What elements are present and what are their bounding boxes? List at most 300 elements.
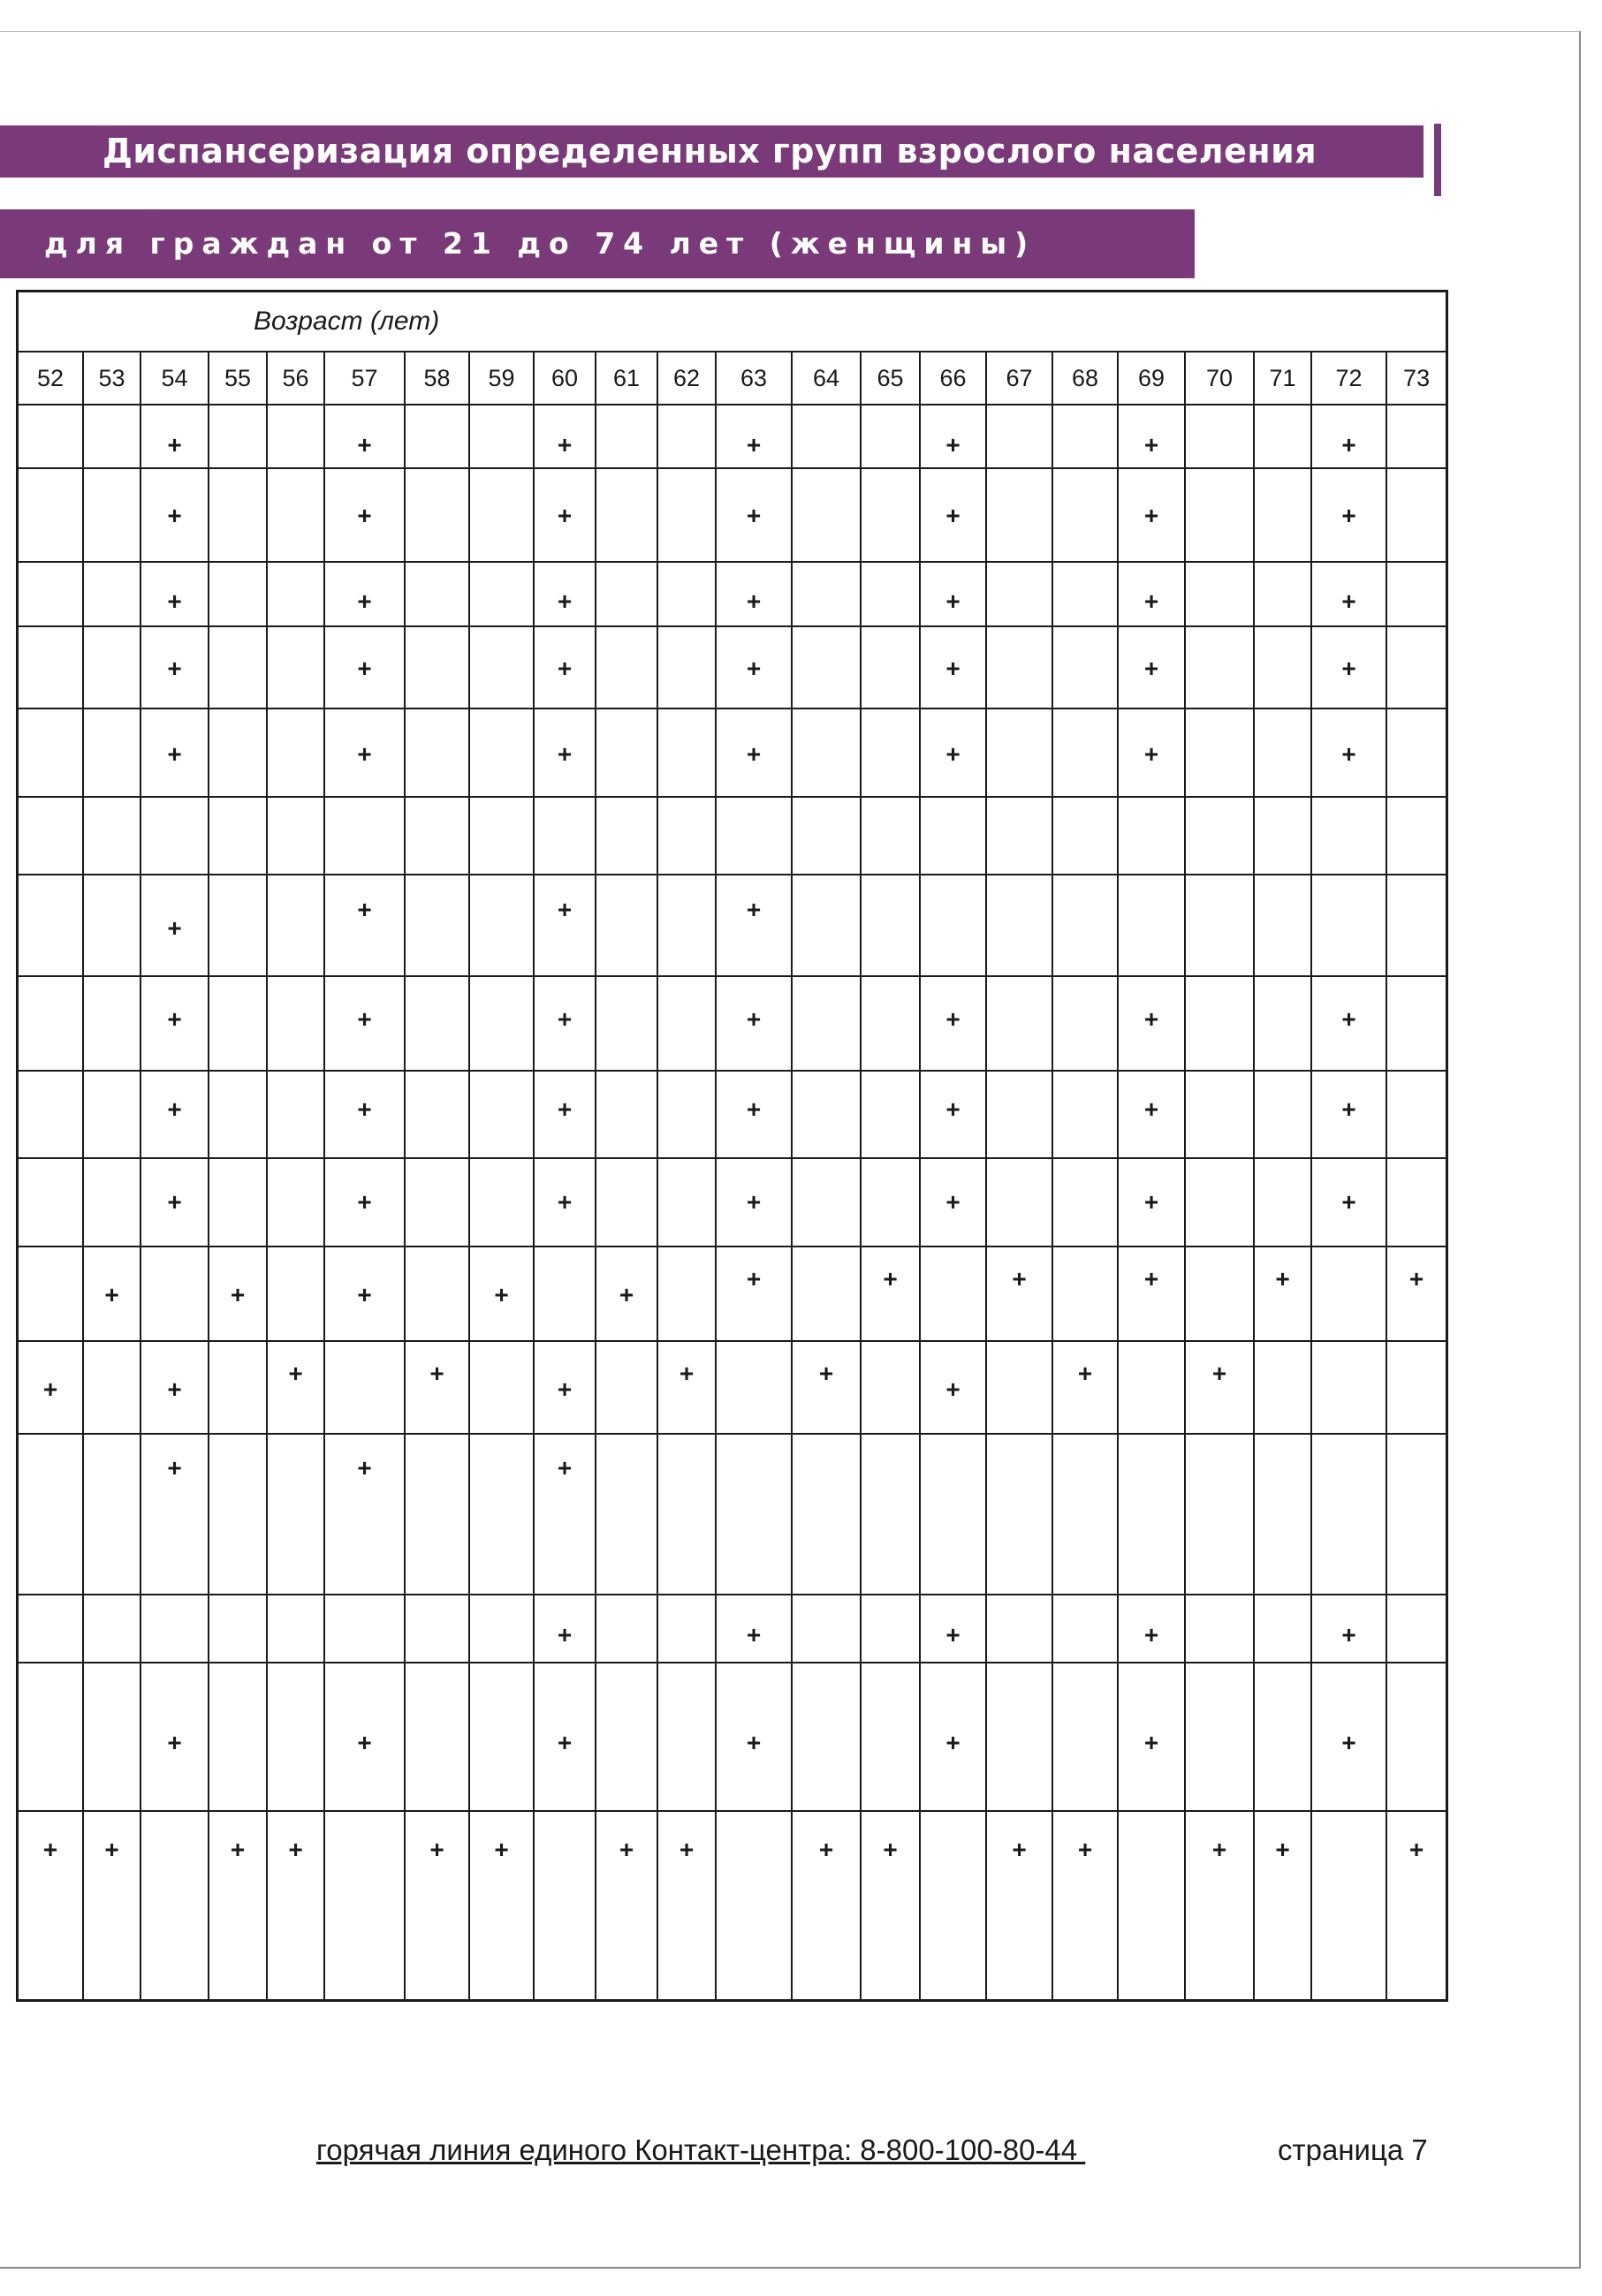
schedule-cell xyxy=(19,562,83,626)
schedule-cell xyxy=(596,1341,657,1433)
schedule-cell xyxy=(209,468,267,561)
schedule-cell xyxy=(596,1071,657,1158)
screening-mark: + xyxy=(818,1836,834,1864)
schedule-cell xyxy=(267,976,324,1071)
schedule-cell xyxy=(1254,1247,1311,1341)
schedule-cell xyxy=(140,797,209,875)
screening-mark: + xyxy=(357,502,372,530)
schedule-cell xyxy=(140,626,209,709)
schedule-cell xyxy=(716,468,792,561)
schedule-cell xyxy=(1118,626,1185,709)
table-row xyxy=(19,976,1446,1071)
schedule-cell xyxy=(861,1811,920,1999)
schedule-cell xyxy=(1185,1595,1254,1663)
schedule-cell xyxy=(324,1071,405,1158)
screening-mark: + xyxy=(1143,502,1159,530)
schedule-cell xyxy=(1386,626,1446,709)
screening-mark: + xyxy=(104,1281,119,1309)
schedule-cell xyxy=(469,1247,534,1341)
age-column-header: 63 xyxy=(716,352,792,405)
schedule-cell xyxy=(534,1595,596,1663)
screening-mark: + xyxy=(557,896,573,924)
age-column-header: 71 xyxy=(1254,352,1311,405)
schedule-cell xyxy=(19,1158,83,1247)
schedule-cell xyxy=(1311,1158,1386,1247)
schedule-cell xyxy=(1185,976,1254,1071)
schedule-cell xyxy=(140,1071,209,1158)
schedule-cell xyxy=(324,875,405,975)
schedule-cell xyxy=(83,1158,140,1247)
table-row xyxy=(19,468,1446,561)
screening-mark: + xyxy=(746,1265,762,1293)
schedule-cell xyxy=(83,468,140,561)
schedule-cell xyxy=(792,1811,861,1999)
schedule-cell xyxy=(1185,709,1254,797)
screening-mark: + xyxy=(557,739,573,768)
screening-mark: + xyxy=(746,502,762,530)
screening-mark: + xyxy=(557,1620,573,1648)
screening-mark: + xyxy=(1211,1360,1227,1388)
schedule-cell xyxy=(324,405,405,468)
schedule-cell xyxy=(469,468,534,561)
screening-mark: + xyxy=(1341,1729,1356,1757)
schedule-cell xyxy=(140,875,209,975)
schedule-cell xyxy=(861,1341,920,1433)
screening-mark: + xyxy=(1341,1095,1356,1123)
schedule-cell xyxy=(1185,626,1254,709)
schedule-cell xyxy=(716,797,792,875)
schedule-cell xyxy=(986,1434,1052,1595)
schedule-cell xyxy=(469,1434,534,1595)
schedule-cell xyxy=(1386,1158,1446,1247)
schedule-cell xyxy=(19,976,83,1071)
schedule-cell xyxy=(469,1071,534,1158)
schedule-cell xyxy=(1254,405,1311,468)
schedule-cell xyxy=(1052,468,1118,561)
schedule-cell xyxy=(469,626,534,709)
schedule-cell xyxy=(657,1663,716,1811)
schedule-cell xyxy=(792,1595,861,1663)
screening-mark: + xyxy=(557,1004,573,1033)
schedule-cell xyxy=(1185,1663,1254,1811)
schedule-cell xyxy=(267,1663,324,1811)
schedule-cell xyxy=(657,875,716,975)
table-row xyxy=(19,1434,1446,1595)
schedule-cell xyxy=(861,405,920,468)
schedule-cell xyxy=(83,709,140,797)
schedule-cell xyxy=(792,1341,861,1433)
schedule-cell xyxy=(1185,468,1254,561)
screening-mark: + xyxy=(945,1729,960,1757)
screening-mark: + xyxy=(945,1620,960,1648)
schedule-cell xyxy=(986,709,1052,797)
table-row xyxy=(19,1663,1446,1811)
schedule-cell xyxy=(324,1341,405,1433)
schedule-cell xyxy=(534,976,596,1071)
schedule-cell xyxy=(209,797,267,875)
schedule-cell xyxy=(1386,468,1446,561)
schedule-cell xyxy=(596,405,657,468)
schedule-cell xyxy=(792,1158,861,1247)
schedule-cell xyxy=(986,875,1052,975)
schedule-cell xyxy=(405,1071,469,1158)
screening-mark: + xyxy=(746,654,762,682)
schedule-cell xyxy=(792,1071,861,1158)
schedule-cell xyxy=(267,709,324,797)
screening-mark: + xyxy=(1143,1620,1159,1648)
screening-mark: + xyxy=(945,587,960,615)
schedule-cell xyxy=(1118,1341,1185,1433)
schedule-cell xyxy=(716,1341,792,1433)
schedule-cell xyxy=(140,562,209,626)
screening-mark: + xyxy=(945,1004,960,1033)
schedule-cell xyxy=(986,1595,1052,1663)
schedule-cell xyxy=(19,1595,83,1663)
schedule-cell xyxy=(1185,1071,1254,1158)
schedule-cell xyxy=(209,1663,267,1811)
schedule-cell xyxy=(405,626,469,709)
schedule-cell xyxy=(1118,709,1185,797)
schedule-cell xyxy=(405,562,469,626)
schedule-cell xyxy=(657,709,716,797)
schedule-cell xyxy=(140,1341,209,1433)
schedule-cell xyxy=(920,1247,986,1341)
schedule-cell xyxy=(1386,976,1446,1071)
screening-schedule-table xyxy=(16,290,1448,2002)
schedule-cell xyxy=(1185,405,1254,468)
schedule-cell xyxy=(920,468,986,561)
schedule-cell xyxy=(83,562,140,626)
schedule-cell xyxy=(1052,709,1118,797)
schedule-cell xyxy=(716,1811,792,1999)
schedule-cell xyxy=(469,797,534,875)
schedule-cell xyxy=(716,626,792,709)
schedule-cell xyxy=(405,709,469,797)
schedule-cell xyxy=(1052,1158,1118,1247)
schedule-cell xyxy=(405,875,469,975)
schedule-cell xyxy=(1311,1434,1386,1595)
schedule-cell xyxy=(792,709,861,797)
schedule-cell xyxy=(405,1158,469,1247)
screening-mark: + xyxy=(1012,1836,1027,1864)
schedule-cell xyxy=(861,1663,920,1811)
schedule-cell xyxy=(83,405,140,468)
schedule-cell xyxy=(1052,626,1118,709)
schedule-cell xyxy=(267,405,324,468)
schedule-cell xyxy=(1386,405,1446,468)
schedule-cell xyxy=(469,1663,534,1811)
screening-mark: + xyxy=(1341,1004,1356,1033)
schedule-cell xyxy=(209,562,267,626)
schedule-cell xyxy=(1386,875,1446,975)
screening-mark: + xyxy=(557,1095,573,1123)
schedule-cell xyxy=(1118,1811,1185,1999)
schedule-cell xyxy=(1254,1341,1311,1433)
screening-mark: + xyxy=(1143,1187,1159,1216)
schedule-cell xyxy=(469,1158,534,1247)
screening-mark: + xyxy=(1408,1265,1424,1293)
schedule-cell xyxy=(534,1247,596,1341)
schedule-cell xyxy=(83,1247,140,1341)
screening-mark: + xyxy=(494,1281,509,1309)
screening-mark: + xyxy=(679,1360,695,1388)
screening-mark: + xyxy=(288,1360,303,1388)
table-row xyxy=(19,405,1446,468)
schedule-cell xyxy=(986,976,1052,1071)
schedule-cell xyxy=(792,875,861,975)
screening-mark: + xyxy=(1143,654,1159,682)
schedule-cell xyxy=(324,709,405,797)
title-accent-bar xyxy=(1434,124,1441,196)
schedule-cell xyxy=(596,1158,657,1247)
schedule-cell xyxy=(1386,709,1446,797)
schedule-cell xyxy=(140,468,209,561)
schedule-cell xyxy=(267,875,324,975)
schedule-cell xyxy=(324,1663,405,1811)
screening-mark: + xyxy=(1143,1004,1159,1033)
schedule-cell xyxy=(83,1811,140,1999)
table-row xyxy=(19,626,1446,709)
age-column-header: 52 xyxy=(19,352,83,405)
screening-mark: + xyxy=(818,1360,834,1388)
schedule-cell xyxy=(1386,1247,1446,1341)
schedule-cell xyxy=(267,626,324,709)
schedule-cell xyxy=(534,1158,596,1247)
schedule-cell xyxy=(986,1158,1052,1247)
schedule-cell xyxy=(861,1071,920,1158)
schedule-cell xyxy=(986,626,1052,709)
schedule-cell xyxy=(1311,468,1386,561)
schedule-cell xyxy=(1254,797,1311,875)
screening-mark: + xyxy=(1275,1265,1290,1293)
schedule-cell xyxy=(1118,1595,1185,1663)
schedule-cell xyxy=(861,976,920,1071)
schedule-cell xyxy=(1185,1158,1254,1247)
schedule-cell xyxy=(83,626,140,709)
age-column-header: 56 xyxy=(267,352,324,405)
age-column-header: 65 xyxy=(861,352,920,405)
schedule-cell xyxy=(716,976,792,1071)
schedule-cell xyxy=(1254,1595,1311,1663)
age-column-header: 67 xyxy=(986,352,1052,405)
screening-mark: + xyxy=(494,1836,509,1864)
schedule-cell xyxy=(1118,1071,1185,1158)
schedule-cell xyxy=(405,1811,469,1999)
schedule-cell xyxy=(1311,976,1386,1071)
schedule-cell xyxy=(267,1247,324,1341)
schedule-cell xyxy=(267,1158,324,1247)
schedule-cell xyxy=(534,405,596,468)
schedule-cell xyxy=(324,468,405,561)
schedule-cell xyxy=(19,405,83,468)
screening-mark: + xyxy=(883,1836,898,1864)
schedule-cell xyxy=(657,1811,716,1999)
schedule-cell xyxy=(986,1341,1052,1433)
schedule-grid xyxy=(19,292,1446,1999)
schedule-cell xyxy=(324,1434,405,1595)
screening-mark: + xyxy=(945,654,960,682)
schedule-cell xyxy=(209,1247,267,1341)
schedule-cell xyxy=(596,976,657,1071)
schedule-cell xyxy=(19,1071,83,1158)
schedule-cell xyxy=(1386,1341,1446,1433)
schedule-cell xyxy=(657,1247,716,1341)
screening-mark: + xyxy=(746,739,762,768)
schedule-cell xyxy=(534,709,596,797)
schedule-cell xyxy=(657,1595,716,1663)
screening-mark: + xyxy=(104,1836,119,1864)
schedule-cell xyxy=(1118,1434,1185,1595)
table-row xyxy=(19,1247,1446,1341)
schedule-cell xyxy=(1052,562,1118,626)
schedule-cell xyxy=(1311,1663,1386,1811)
schedule-cell xyxy=(1052,797,1118,875)
age-number-row xyxy=(19,352,1446,405)
schedule-cell xyxy=(920,562,986,626)
schedule-cell xyxy=(19,709,83,797)
screening-mark: + xyxy=(42,1836,58,1864)
schedule-cell xyxy=(19,1434,83,1595)
screening-mark: + xyxy=(167,1375,182,1404)
schedule-cell xyxy=(83,1341,140,1433)
schedule-cell xyxy=(1254,875,1311,975)
schedule-cell xyxy=(1052,1247,1118,1341)
schedule-cell xyxy=(920,797,986,875)
schedule-cell xyxy=(792,626,861,709)
schedule-cell xyxy=(469,875,534,975)
schedule-cell xyxy=(405,1434,469,1595)
schedule-cell xyxy=(920,1811,986,1999)
schedule-cell xyxy=(596,562,657,626)
schedule-cell xyxy=(657,1071,716,1158)
screening-mark: + xyxy=(619,1281,634,1309)
schedule-cell xyxy=(405,1595,469,1663)
schedule-cell xyxy=(19,1247,83,1341)
screening-mark: + xyxy=(746,587,762,615)
schedule-cell xyxy=(1254,468,1311,561)
screening-mark: + xyxy=(357,1281,372,1309)
schedule-cell xyxy=(405,1247,469,1341)
schedule-cell xyxy=(1118,405,1185,468)
schedule-cell xyxy=(19,1663,83,1811)
schedule-cell xyxy=(405,468,469,561)
schedule-cell xyxy=(209,405,267,468)
schedule-cell xyxy=(267,1341,324,1433)
schedule-cell xyxy=(1052,1341,1118,1433)
schedule-cell xyxy=(920,1341,986,1433)
schedule-cell xyxy=(657,797,716,875)
schedule-cell xyxy=(140,1247,209,1341)
schedule-cell xyxy=(596,797,657,875)
screening-mark: + xyxy=(429,1836,444,1864)
footer-hotline: горячая линия единого Контакт-центра: 8-800-100-80-44 xyxy=(316,2133,1086,2166)
schedule-cell xyxy=(861,797,920,875)
schedule-cell xyxy=(324,1247,405,1341)
schedule-cell xyxy=(534,1071,596,1158)
screening-mark: + xyxy=(1341,654,1356,682)
schedule-cell xyxy=(1118,562,1185,626)
screening-mark: + xyxy=(1143,587,1159,615)
schedule-cell xyxy=(83,976,140,1071)
schedule-cell xyxy=(792,1247,861,1341)
schedule-cell xyxy=(209,875,267,975)
schedule-cell xyxy=(657,468,716,561)
schedule-cell xyxy=(1052,405,1118,468)
schedule-cell xyxy=(469,1341,534,1433)
screening-mark: + xyxy=(945,502,960,530)
screening-mark: + xyxy=(746,1729,762,1757)
schedule-cell xyxy=(1185,1434,1254,1595)
schedule-cell xyxy=(1118,1663,1185,1811)
schedule-cell xyxy=(1185,797,1254,875)
footer-page-number: страница 7 xyxy=(1278,2133,1428,2166)
screening-mark: + xyxy=(619,1836,634,1864)
screening-mark: + xyxy=(557,502,573,530)
schedule-cell xyxy=(1311,405,1386,468)
schedule-cell xyxy=(596,1811,657,1999)
schedule-cell xyxy=(140,1434,209,1595)
screening-mark: + xyxy=(167,914,182,943)
schedule-cell xyxy=(534,1341,596,1433)
schedule-cell xyxy=(469,562,534,626)
age-column-header: 70 xyxy=(1185,352,1254,405)
schedule-cell xyxy=(267,562,324,626)
schedule-cell xyxy=(986,562,1052,626)
schedule-cell xyxy=(209,976,267,1071)
schedule-cell xyxy=(716,1434,792,1595)
schedule-cell xyxy=(1386,1434,1446,1595)
subtitle-banner xyxy=(0,209,1195,278)
screening-mark: + xyxy=(288,1836,303,1864)
schedule-cell xyxy=(19,468,83,561)
screening-mark: + xyxy=(1012,1265,1027,1293)
table-row xyxy=(19,1341,1446,1433)
schedule-cell xyxy=(596,709,657,797)
age-column-header: 68 xyxy=(1052,352,1118,405)
age-column-header: 73 xyxy=(1386,352,1446,405)
schedule-cell xyxy=(716,1247,792,1341)
schedule-cell xyxy=(920,1158,986,1247)
screening-mark: + xyxy=(357,1453,372,1481)
schedule-cell xyxy=(1311,1595,1386,1663)
schedule-cell xyxy=(405,797,469,875)
schedule-cell xyxy=(140,709,209,797)
schedule-cell xyxy=(1386,562,1446,626)
schedule-cell xyxy=(596,1595,657,1663)
schedule-cell xyxy=(920,1071,986,1158)
schedule-cell xyxy=(140,405,209,468)
schedule-cell xyxy=(209,1434,267,1595)
screening-mark: + xyxy=(557,1187,573,1216)
schedule-cell xyxy=(83,875,140,975)
schedule-cell xyxy=(83,1434,140,1595)
screening-mark: + xyxy=(557,1375,573,1404)
schedule-cell xyxy=(83,1595,140,1663)
schedule-cell xyxy=(534,1434,596,1595)
schedule-cell xyxy=(209,1071,267,1158)
schedule-cell xyxy=(1052,1434,1118,1595)
schedule-cell xyxy=(920,875,986,975)
schedule-cell xyxy=(1185,1811,1254,1999)
schedule-cell xyxy=(209,1595,267,1663)
screening-mark: + xyxy=(1341,587,1356,615)
screening-mark: + xyxy=(167,1729,182,1757)
screening-mark: + xyxy=(1275,1836,1290,1864)
schedule-cell xyxy=(792,976,861,1071)
schedule-cell xyxy=(986,1247,1052,1341)
schedule-cell xyxy=(657,1341,716,1433)
screening-mark: + xyxy=(1341,1187,1356,1216)
